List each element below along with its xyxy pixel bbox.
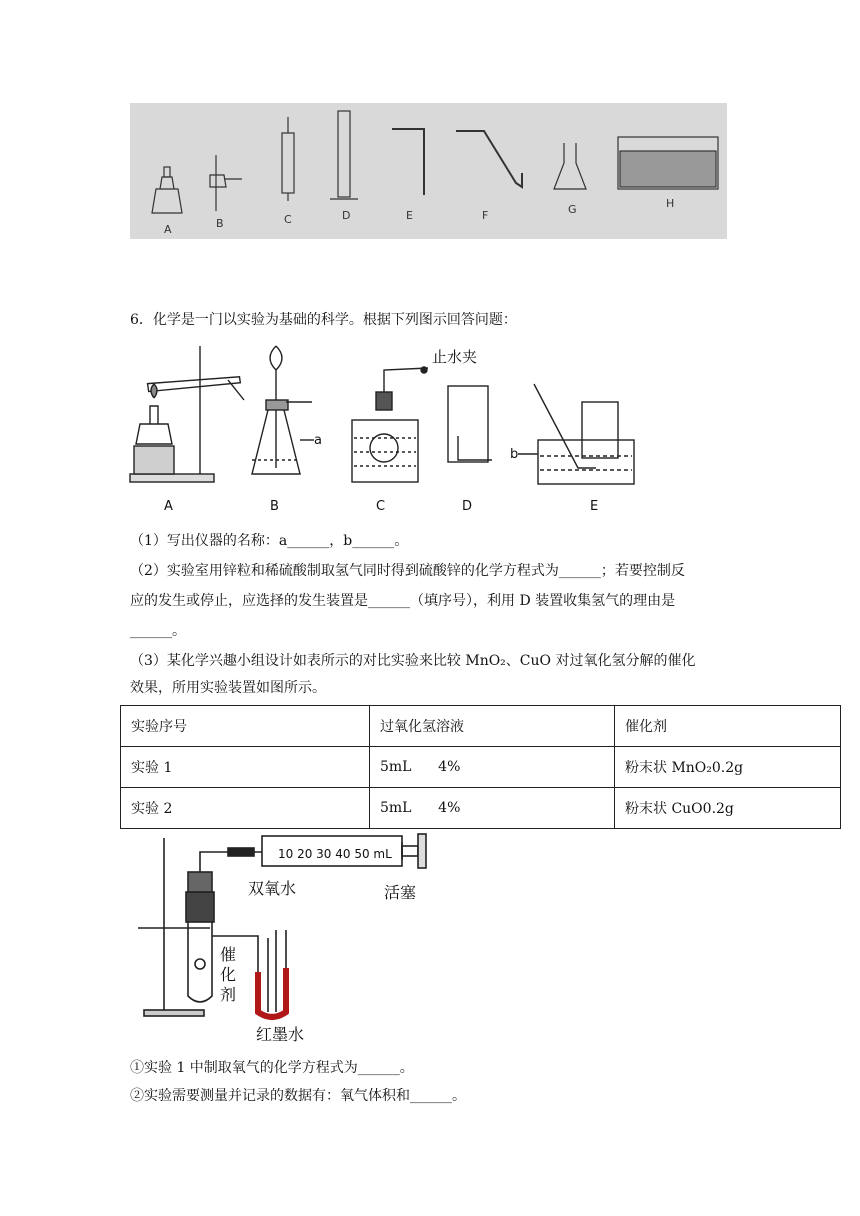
syringe-scale: 10 20 30 40 50 mL [278,847,392,861]
table-row [121,747,841,788]
apparatus-figure [128,340,648,516]
apparatus-e [518,384,634,484]
label-e: E [406,209,413,222]
apparatus-b [252,346,314,474]
apparatus-a [130,346,244,482]
label-red-ink: 红墨水 [256,1025,305,1044]
question-intro-text: 化学是一门以实验为基础的科学。根据下列图示回答问题： [152,312,517,328]
header-cell: 实验序号 [121,706,370,747]
label-b: B [216,217,224,230]
instruments-photo [130,103,727,239]
table-cell: 实验 2 [121,788,370,829]
apparatus-c [352,367,428,482]
part1-text: （1）写出仪器的名称：a______，b______。 [130,533,409,549]
fig-label-a: A [164,499,173,514]
fig-label-e: E [590,499,599,514]
fig-label-b: B [270,499,279,514]
label-d: D [342,209,351,222]
label-catalyst-1: 催 [220,945,237,964]
question-number: 6． [130,312,153,328]
label-a: A [164,223,172,236]
header-cell: 过氧化氢溶液 [370,706,615,747]
table-cell: 粉末状 MnO₂0.2g [615,747,841,788]
part2-line2: 应的发生或停止，应选择的发生装置是______（填序号），利用 D 装置收集氢气的理由是 [130,593,676,609]
label-catalyst-3: 剂 [220,985,237,1004]
fig-label-small-b: b [510,447,519,462]
fig-label-small-a: a [314,433,322,448]
sub-question-1: ①实验 1 中制取氧气的化学方程式为______。 [130,1060,414,1076]
syringe-apparatus-figure [130,830,430,1050]
part2-line1: （2）实验室用锌粒和稀硫酸制取氢气同时得到硫酸锌的化学方程式为______；若要控制反 [130,563,685,579]
part3-line1: （3）某化学兴趣小组设计如表所示的对比实验来比较 MnO₂、CuO 对过氧化氢分解的催化 [130,653,696,669]
fig-label-d: D [462,499,473,514]
table-header-row [121,706,841,747]
label-piston: 活塞 [384,883,417,902]
label-g: G [568,203,577,216]
fig-label-clamp: 止水夹 [432,348,478,366]
header-cell: 催化剂 [615,706,841,747]
question-intro [130,310,517,330]
table-row [121,788,841,829]
part3-line2: 效果，所用实验装置如图所示。 [130,680,326,696]
table-cell: 5mL 4% [370,747,615,788]
fig-label-c: C [376,499,386,514]
label-h: H [666,197,675,210]
sub-question-2: ②实验需要测量并记录的数据有：氧气体积和______。 [130,1088,466,1104]
part2-line3: ______。 [130,623,186,639]
label-catalyst-2: 化 [220,965,237,984]
label-h2o2: 双氧水 [248,879,297,898]
instruments-drawing [130,103,727,239]
table-cell: 实验 1 [121,747,370,788]
table-cell: 5mL 4% [370,788,615,829]
label-f: F [482,209,489,222]
apparatus-d [448,386,492,462]
label-c: C [284,213,292,226]
experiment-table [120,705,841,829]
table-cell: 粉末状 CuO0.2g [615,788,841,829]
